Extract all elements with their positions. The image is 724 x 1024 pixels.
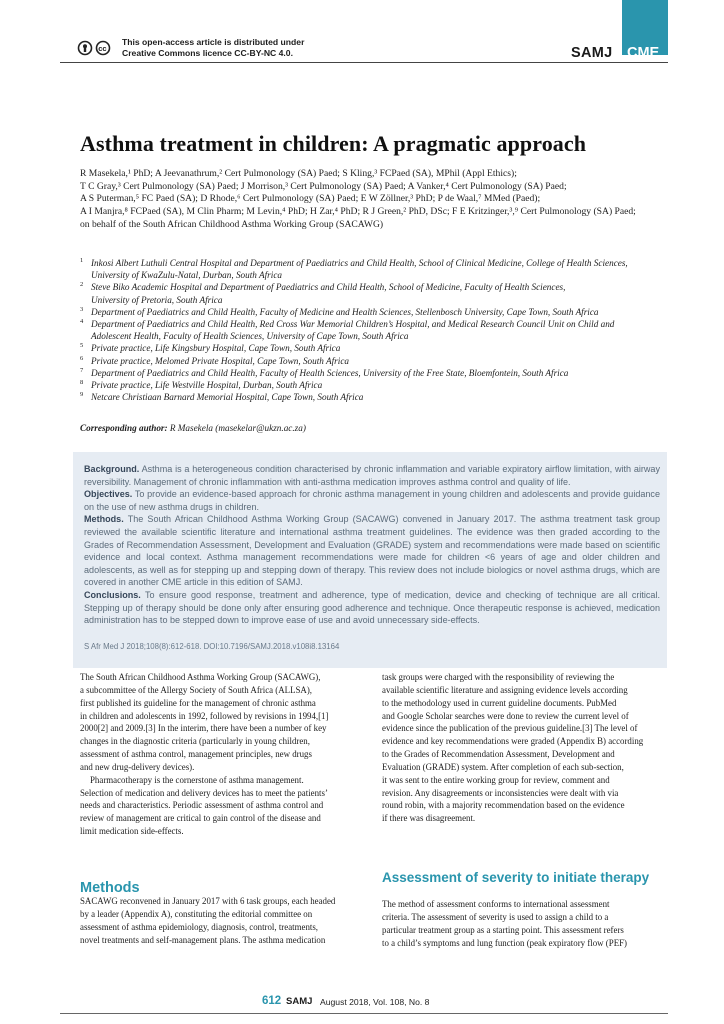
affiliation-text: Steve Biko Academic Hospital and Department of Paediatrics and Child Health, School of Medicine, Faculty of Health Sciences, <box>91 282 566 293</box>
author-line: on behalf of the South African Childhood Asthma Working Group (SACAWG) <box>80 218 384 230</box>
affiliation-item <box>80 306 680 318</box>
page-number: 612 <box>262 995 282 1007</box>
body-line: SACAWG reconvened in January 2017 with 6 task groups, each headed <box>80 896 336 906</box>
abstract-objectives <box>84 488 660 513</box>
body-line: needs and characteristics. Periodic assessment of asthma control and <box>80 800 324 811</box>
body-line: The South African Childhood Asthma Working Group (SACAWG), <box>80 672 321 682</box>
body-line: 2000[2] and 2009.[3] In the interim, there have been a number of key <box>80 723 327 734</box>
body-line: evidence since the publication of the previous guideline.[3] The level of <box>382 723 638 734</box>
body-line: a subcommittee of the Allergy Society of South Africa (ALLSA), <box>80 684 313 695</box>
license-notice <box>122 37 304 58</box>
affiliation-item <box>80 355 680 367</box>
abstract-conclusions <box>84 589 660 627</box>
affiliation-number: 7 <box>80 366 84 374</box>
body-line: changes in the diagnostic criteria (particularly in young children, <box>80 736 310 747</box>
author-list <box>80 168 680 232</box>
affiliation-number: 4 <box>80 318 84 326</box>
affiliation-number: 8 <box>80 379 84 387</box>
body-line: review of management are critical to gain control of the disease and <box>80 813 321 824</box>
affiliation-text: Department of Paediatrics and Child Health, Faculty of Medicine and Health Sciences, Stellenbosch University, Cape Town, South Africa <box>91 306 599 317</box>
header-divider <box>60 62 668 63</box>
abstract-label: Methods. <box>84 514 124 525</box>
body-line: novel treatments and self-management plans. The asthma medication <box>80 934 326 945</box>
affiliation-item <box>80 379 680 391</box>
corresponding-label: Corresponding author: <box>80 423 168 433</box>
affiliation-text: Private practice, Life Kingsbury Hospital, Cape Town, South Africa <box>91 343 341 354</box>
body-line: to a child’s symptoms and lung function (peak expiratory flow (PEF) <box>382 937 628 948</box>
methods-heading: Methods <box>80 880 140 896</box>
author-line: R Masekela,¹ PhD; A Jeevanathrum,² Cert Pulmonology (SA) Paed; S Kling,³ FCPaed (SA), MPhil (Appl Ethics); <box>80 168 517 179</box>
body-line: limit medication side-effects. <box>80 826 184 837</box>
abstract-paragraph: The South African Childhood Asthma Working Group (SACAWG) convened in January 2017. The asthma treatment task group reviewed the available scientific literature and international asthma treatment guidelines. The evidence was then graded according to the Grades of Recommendation Assessment, Development and Evaluation (GRADE) system and recommendations were made based on scientific evidence and local context. Asthma management recommendations were made for children <6 years of age and older children and adolescents, as well as for stepping up and stepping down of therapy. This review does not include biologics or novel asthma drugs, which are covered in another CME article in this edition of SAMJ. <box>84 514 660 588</box>
affiliation-item <box>80 367 680 379</box>
section-name: CME <box>627 45 660 61</box>
abstract-label: Objectives. <box>84 489 133 500</box>
abstract-label: Conclusions. <box>84 589 141 600</box>
body-right-column <box>382 671 676 825</box>
corresponding-text: R Masekela (masekelar@ukzn.ac.za) <box>169 423 306 433</box>
body-line: round robin, with a majority recommendation based on the evidence <box>382 800 625 811</box>
abstract-paragraph: To provide an evidence-based approach for chronic asthma management in young children and adolescents and provide guidance on the use of new asthma drugs in children. <box>84 489 660 512</box>
affiliation-list <box>80 257 680 403</box>
svg-text:cc: cc <box>98 44 107 53</box>
affiliation-item <box>80 281 680 305</box>
affiliation-text: University of Pretoria, South Africa <box>91 294 223 305</box>
abstract-paragraph: Asthma is a heterogeneous condition characterised by chronic inflammation and variable expiratory airflow limitation, with airway reversibility. Management of chronic inflammation with anti-asthma medication improves asthma control and quality of life. <box>84 464 660 487</box>
affiliation-text: University of KwaZulu-Natal, Durban, South Africa <box>91 270 282 281</box>
affiliation-text: Inkosi Albert Luthuli Central Hospital and Department of Paediatrics and Child Health, School of Clinical Medicine, College of Health Sciences, <box>91 258 628 268</box>
body-line: to the Grades of Recommendation Assessment, Development and <box>382 749 615 760</box>
footer-issue: August 2018, Vol. 108, No. 8 <box>320 997 430 1007</box>
body-line: task groups were charged with the responsibility of reviewing the <box>382 672 615 682</box>
article-citation: S Afr Med J 2018;108(8):612-618. DOI:10.7196/SAMJ.2018.v108i8.13164 <box>84 642 340 651</box>
affiliation-number: 5 <box>80 342 84 350</box>
abstract-background <box>84 463 660 488</box>
body-line: evidence and key recommendations were graded (Appendix B) according <box>382 736 644 747</box>
article-title: Asthma treatment in children: A pragmatic approach <box>80 131 587 156</box>
author-line: A I Manjra,⁸ FCPaed (SA), M Clin Pharm; M Levin,⁴ PhD; H Zar,⁴ PhD; R J Green,² PhD, DSc; F E Kritzinger,³,⁹ Cert Pulmonology (SA) Paed; <box>80 206 636 218</box>
body-line: to the methodology used in current guideline documents. PubMed <box>382 697 617 708</box>
license-line-2: Creative Commons licence CC-BY-NC 4.0. <box>122 47 293 58</box>
affiliation-number: 2 <box>80 281 84 289</box>
affiliation-item <box>80 257 680 281</box>
methods-text <box>80 895 372 946</box>
body-line: Pharmacotherapy is the cornerstone of asthma management. <box>90 774 304 785</box>
assessment-text <box>382 898 676 949</box>
body-line: assessment of asthma epidemiology, diagnosis, control, treatments, <box>80 921 319 932</box>
body-line: available scientific literature and assigning evidence levels according <box>382 684 628 695</box>
affiliation-number: 3 <box>80 305 84 313</box>
author-line: T C Gray,³ Cert Pulmonology (SA) Paed; J Morrison,³ Cert Pulmonology (SA) Paed; A Vanker,⁴ Cert Pulmonology (SA) Paed; <box>80 180 567 192</box>
body-line: if there was disagreement. <box>382 813 476 824</box>
body-line: first published its guideline for the management of chronic asthma <box>80 697 316 708</box>
corresponding-author <box>80 423 306 433</box>
affiliation-text: Adolescent Health, Faculty of Health Sciences, University of Cape Town, South Africa <box>91 331 409 342</box>
body-line: particular treatment group as a starting point. This assessment refers <box>382 924 624 935</box>
affiliation-text: Department of Paediatrics and Child Health, Red Cross War Memorial Children’s Hospital, and Medical Research Council Unit on Child and <box>91 319 615 330</box>
affiliation-item <box>80 318 680 342</box>
affiliation-number: 1 <box>80 257 84 264</box>
abstract-paragraph: To ensure good response, treatment and adherence, type of medication, device and checking of technique are all critical. Stepping up of therapy should be done only after ensuring good adherence and technique. Once therapeutic response is achieved, medication administration has to be stepped down to improve ease of use and avoid unnecessary side-effects. <box>84 589 660 626</box>
body-line: in children and adolescents in 1992, followed by revisions in 1994,[1] <box>80 710 329 721</box>
body-line: it was sent to the entire working group for review, comment and <box>382 774 610 785</box>
body-line: Selection of medication and delivery devices has to meet the patients’ <box>80 787 328 798</box>
abstract-text <box>84 463 660 627</box>
affiliation-number: 6 <box>80 354 84 362</box>
assessment-heading: Assessment of severity to initiate therapy <box>382 870 650 885</box>
affiliation-item <box>80 342 680 354</box>
body-line: revision. Any disagreements or inconsistencies were dealt with via <box>382 787 619 798</box>
body-line: criteria. The assessment of severity is used to assign a child to a <box>382 911 609 922</box>
affiliation-text: Private practice, Melomed Private Hospital, Cape Town, South Africa <box>91 355 349 366</box>
body-line: by a leader (Appendix A), constituting the editorial committee on <box>80 908 313 919</box>
author-line: A S Puterman,⁵ FC Paed (SA); D Rhode,⁶ Cert Pulmonology (SA) Paed; E W Zöllner,³ PhD; P de Waal,⁷ MMed (Paed); <box>80 193 541 205</box>
creative-commons-icon <box>77 40 113 56</box>
affiliation-text: Private practice, Life Westville Hospital, Durban, South Africa <box>91 380 323 391</box>
affiliation-item <box>80 391 680 403</box>
license-line-1: This open-access article is distributed under <box>122 37 305 47</box>
footer-journal: SAMJ <box>286 996 313 1007</box>
footer-divider <box>60 1013 668 1014</box>
body-line: The method of assessment conforms to international assessment <box>382 899 610 909</box>
body-line: assessment of asthma control, management principles, new drugs <box>80 749 312 760</box>
abstract-methods <box>84 513 660 589</box>
abstract-label: Background. <box>84 464 140 474</box>
affiliation-text: Netcare Christiaan Barnard Memorial Hospital, Cape Town, South Africa <box>91 392 364 403</box>
body-line: and new drug-delivery devices). <box>80 761 195 772</box>
affiliation-text: Department of Paediatrics and Child Health, Faculty of Health Sciences, University of the Free State, Bloemfontein, South Africa <box>91 367 569 378</box>
body-left-column <box>80 671 372 838</box>
body-line: and Google Scholar searches were done to review the current level of <box>382 710 629 721</box>
body-line: Evaluation (GRADE) system. After completion of each sub-section, <box>382 761 624 772</box>
journal-name: SAMJ <box>571 45 613 61</box>
affiliation-number: 9 <box>80 391 84 399</box>
